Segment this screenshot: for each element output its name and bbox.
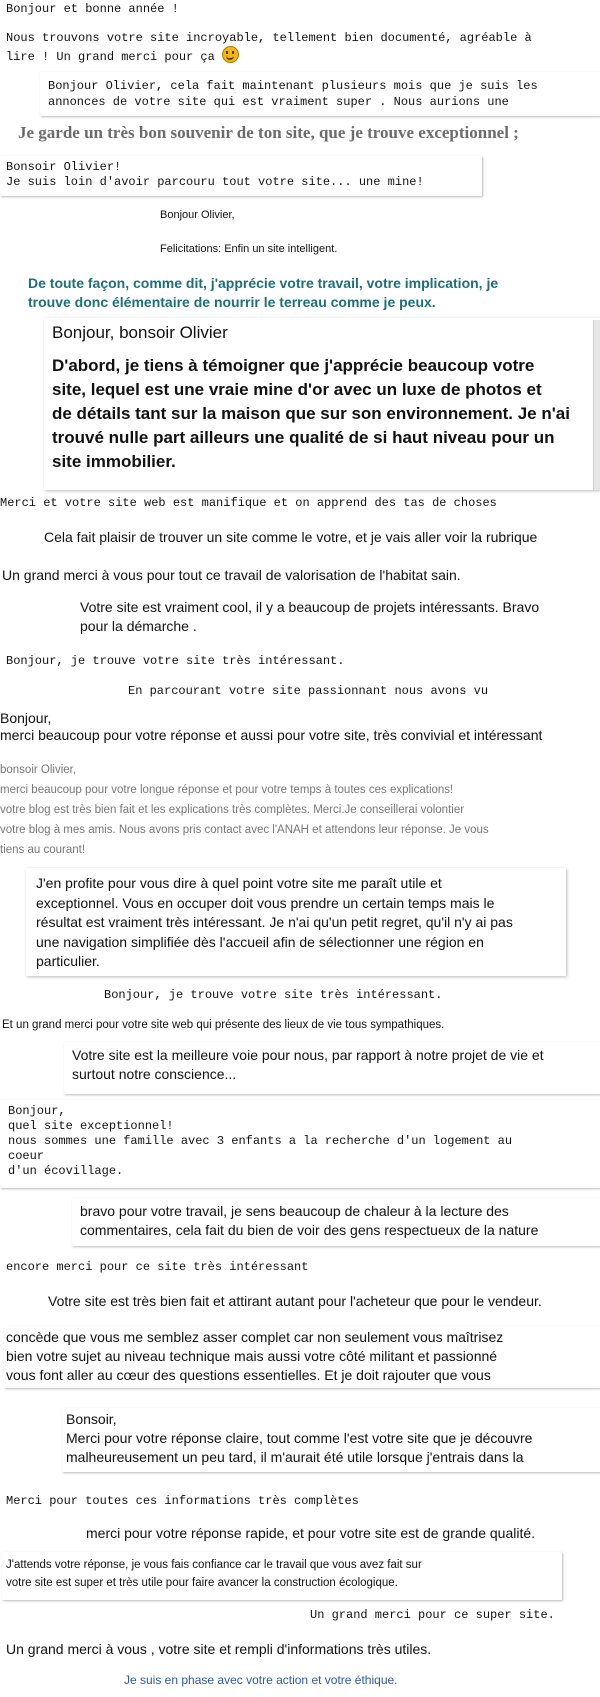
- testimonial-line: lire ! Un grand merci pour ça: [6, 50, 215, 64]
- testimonial-line: pour la démarche .: [80, 618, 197, 634]
- testimonial-3: [40, 72, 600, 116]
- testimonial-line: merci pour votre réponse rapide, et pour votre site est de grande qualité.: [86, 1525, 536, 1541]
- testimonial-28: [62, 1408, 600, 1472]
- testimonial-line: votre blog est très bien fait et les explications très complètes. Merci.Je conseillerai volontier: [0, 804, 465, 816]
- testimonial-1: [6, 2, 266, 17]
- testimonial-line: annonces de votre site qui est vraiment super . Nous aurions une: [48, 95, 509, 109]
- testimonial-line: commentaires, cela fait du bien de voir des gens respectueux de la nature: [80, 1222, 539, 1238]
- testimonial-line: exceptionnel. Vous en occuper doit vous prendre un certain temps mais le: [36, 894, 495, 911]
- testimonial-line: site, lequel est une vraie mine d'or avec un luxe de photos et: [52, 380, 542, 399]
- testimonial-25: [6, 1260, 426, 1275]
- testimonial-line: bien votre sujet au niveau technique mais aussi votre côté militant et passionné: [6, 1348, 498, 1364]
- testimonial-2: [6, 30, 598, 65]
- testimonial-line: Bonsoir,: [66, 1411, 117, 1427]
- testimonial-20: [104, 988, 544, 1003]
- testimonial-line: Felicitations: Enfin un site intelligent.: [160, 243, 338, 255]
- testimonial-12: [44, 528, 600, 546]
- testimonial-line: Un grand merci pour ce super site.: [310, 1608, 555, 1622]
- testimonial-line: quel site exceptionnel!: [8, 1119, 174, 1133]
- testimonial-15: [6, 654, 426, 669]
- testimonial-29: [6, 1494, 446, 1509]
- testimonial-line: Bonjour, je trouve votre site très intéressant.: [104, 988, 443, 1002]
- testimonial-line: Je garde un très bon souvenir de ton site, que je trouve exceptionnel ;: [18, 123, 519, 142]
- testimonial-line: Votre site est la meilleure voie pour nous, par rapport à notre projet de vie et: [72, 1047, 544, 1063]
- testimonial-line: concède que vous me semblez asser complet car non seulement vous maîtrisez: [6, 1329, 504, 1345]
- testimonial-33: [6, 1640, 526, 1658]
- testimonial-31: [2, 1552, 562, 1600]
- testimonial-line: particulier.: [36, 953, 100, 969]
- testimonial-30: [86, 1524, 600, 1542]
- testimonial-13: [2, 566, 592, 584]
- testimonial-line: nous sommes une famille avec 3 enfants a la recherche d'un logement au: [8, 1134, 513, 1148]
- testimonial-line: J'attends votre réponse, je vous fais confiance car le travail que vous avez fait sur: [6, 1559, 422, 1571]
- testimonial-line: Bonjour Olivier,: [160, 209, 235, 221]
- testimonial-24: [72, 1198, 600, 1246]
- testimonial-line: De toute façon, comme dit, j'apprécie votre travail, votre implication, je: [28, 275, 499, 291]
- testimonial-21: [2, 1018, 596, 1033]
- testimonial-line: trouvé nulle part ailleurs une qualité de si haut niveau pour un: [52, 428, 555, 447]
- testimonial-line: Un grand merci à vous , votre site et rempli d'informations très utiles.: [6, 1641, 432, 1657]
- smiley-icon: [222, 46, 239, 63]
- testimonial-7: [160, 242, 400, 256]
- testimonial-line: surtout notre conscience...: [72, 1066, 237, 1082]
- testimonial-23: [0, 1100, 600, 1188]
- testimonial-line: Je suis loin d'avoir parcouru tout votre site... une mine!: [6, 175, 424, 189]
- testimonial-line: Nous trouvons votre site incroyable, tellement bien documenté, agréable à: [6, 31, 532, 45]
- testimonial-line: merci beaucoup pour votre réponse et aussi pour votre site, très convivial et intéressant: [0, 727, 543, 743]
- testimonial-line: J'en profite pour vous dire à quel point votre site me paraît utile et: [36, 875, 442, 891]
- testimonial-line: Bonjour,: [0, 710, 52, 726]
- testimonial-line: Bonsoir Olivier!: [6, 160, 122, 174]
- testimonial-line: Bonjour et bonne année !: [6, 2, 179, 16]
- testimonial-line: trouve donc élémentaire de nourrir le terreau comme je peux.: [28, 294, 436, 310]
- testimonial-line: Bonjour, bonsoir Olivier: [52, 323, 228, 342]
- testimonial-22: [64, 1042, 600, 1094]
- testimonial-34: [124, 1672, 524, 1688]
- testimonial-line: Bonjour Olivier, cela fait maintenant plusieurs mois que je suis les: [48, 79, 538, 93]
- testimonial-line: Votre site est très bien fait et attirant autant pour l'acheteur que pour le vendeur.: [48, 1293, 542, 1309]
- testimonial-line: merci beaucoup pour votre longue réponse et pour votre temps à toutes ces explications!: [0, 784, 454, 796]
- testimonial-9-10: [44, 318, 600, 490]
- testimonial-16: [128, 684, 600, 699]
- testimonial-line: d'un écovillage.: [8, 1164, 124, 1178]
- testimonial-line: coeur: [8, 1149, 45, 1163]
- testimonial-line: vous font aller au cœur des questions essentielles. Et je doit rajouter que vous: [6, 1367, 491, 1383]
- testimonial-line: Cela fait plaisir de trouver un site comme le votre, et je vais aller voir la rubrique: [44, 529, 538, 545]
- testimonial-line: votre site est super et très utile pour faire avancer la construction écologique.: [6, 1577, 398, 1589]
- testimonial-line: Votre site est vraiment cool, il y a beaucoup de projets intéressants. Bravo: [80, 599, 540, 615]
- testimonial-line: malheureusement un peu tard, il m'aurait été utile lorsque j'entrais dans la: [66, 1449, 524, 1465]
- testimonial-18: [0, 760, 600, 860]
- testimonial-line: tiens au courant!: [0, 844, 86, 856]
- testimonial-line: D'abord, je tiens à témoigner que j'apprécie beaucoup votre: [52, 356, 535, 375]
- testimonial-6: [160, 208, 360, 222]
- testimonial-32: [310, 1608, 600, 1623]
- testimonial-line: résultat est vraiment très intéressant. Je n'ai qu'un petit regret, qu'il n'y ai pas: [36, 914, 513, 930]
- testimonial-line: Et un grand merci pour votre site web qui présente des lieux de vie tous sympathiques.: [2, 1019, 445, 1031]
- testimonial-line: Merci pour toutes ces informations très complètes: [6, 1494, 359, 1508]
- testimonial-line: Bonjour,: [8, 1104, 66, 1118]
- testimonial-line: En parcourant votre site passionnant nous avons vu: [128, 684, 489, 698]
- testimonial-11: [0, 496, 564, 511]
- testimonial-line: encore merci pour ce site très intéressant: [6, 1260, 309, 1274]
- testimonial-14: [80, 598, 600, 636]
- testimonial-line: une navigation simplifiée dès l'accueil afin de sélectionner une région en: [36, 933, 484, 950]
- testimonial-17: [0, 710, 600, 744]
- testimonial-line: Un grand merci à vous pour tout ce travail de valorisation de l'habitat sain.: [2, 567, 461, 583]
- testimonial-line: de détails tant sur la maison que sur son environnement. Je n'ai: [52, 404, 570, 423]
- testimonial-line: Je suis en phase avec votre action et votre éthique.: [124, 1673, 398, 1687]
- testimonial-26: [48, 1292, 600, 1310]
- testimonial-27: [4, 1326, 600, 1388]
- testimonial-5: [0, 156, 482, 196]
- testimonial-line: Merci et votre site web est manifique et on apprend des tas de choses: [0, 496, 497, 510]
- scrollbar: [593, 320, 600, 490]
- testimonial-line: Merci pour votre réponse claire, tout comme l'est votre site que je découvre: [66, 1430, 533, 1446]
- testimonial-line: bravo pour votre travail, je sens beaucoup de chaleur à la lecture des: [80, 1203, 509, 1219]
- testimonial-line: Bonjour, je trouve votre site très intéressant.: [6, 654, 345, 668]
- testimonial-line: site immobilier.: [52, 452, 176, 471]
- testimonial-8: [28, 274, 568, 312]
- testimonial-19: [26, 868, 566, 976]
- testimonial-line: bonsoir Olivier,: [0, 764, 77, 776]
- testimonial-line: votre blog à mes amis. Nous avons pris contact avec l'ANAH et attendons leur réponse. Je vous: [0, 824, 489, 836]
- testimonial-4: [18, 122, 588, 144]
